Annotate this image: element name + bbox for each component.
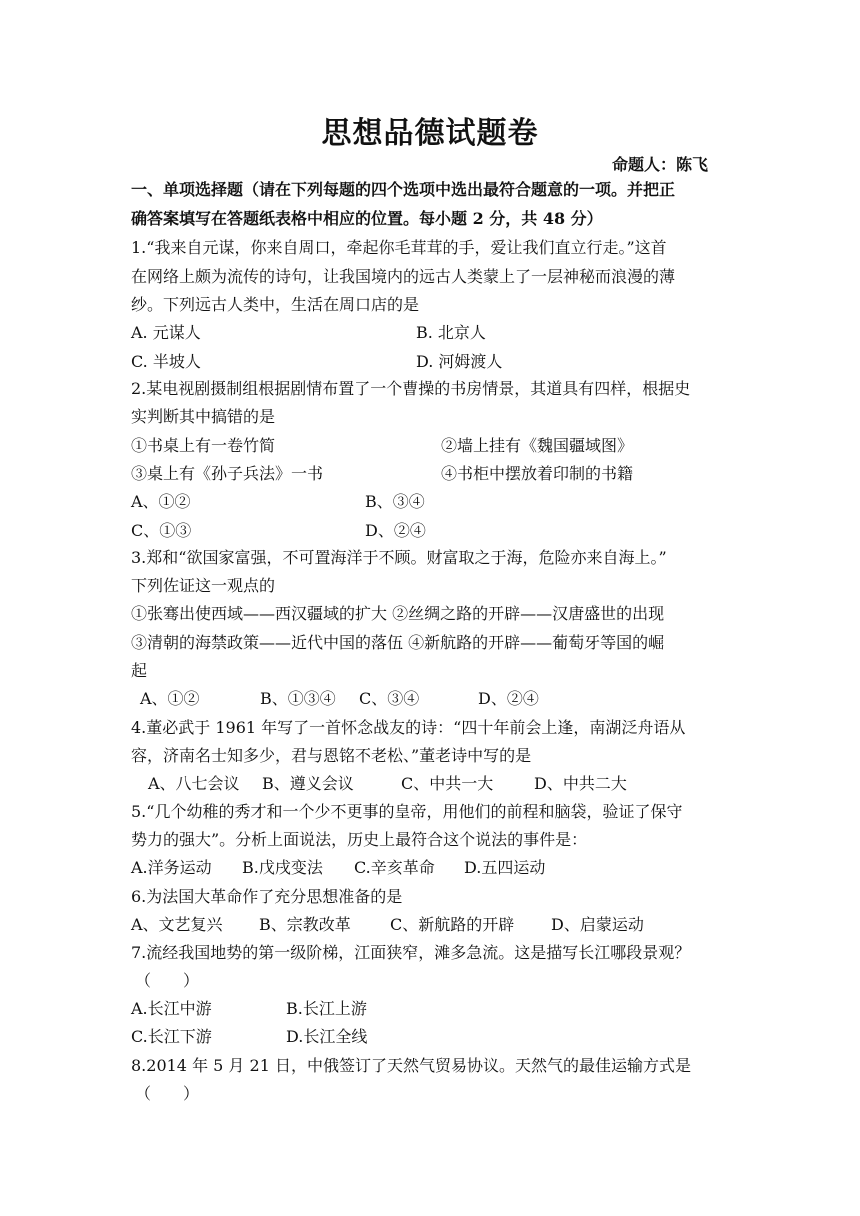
q1-option-a: A. 元谋人 <box>131 323 201 342</box>
q3-items-line3: 起 <box>131 661 148 680</box>
q3-line2: 下列佐证这一观点的 <box>131 576 276 595</box>
q7-line1: 7.流经我国地势的第一级阶梯，江面狭窄，滩多急流。这是描写长江哪段景观？ <box>131 943 691 962</box>
q2-option-d: D、②④ <box>365 521 426 540</box>
q3-option-b: B、①③④ <box>260 689 336 708</box>
q2-option-b: B、③④ <box>365 492 425 511</box>
q4-line1: 4.董必武于 1961 年写了一首怀念战友的诗：“四十年前会上逢，南湖泛舟语从 <box>131 718 686 737</box>
q6-option-a: A、文艺复兴 <box>131 915 223 934</box>
q5-option-c: C.辛亥革命 <box>354 858 435 877</box>
q3-line1: 3.郑和“欲国家富强，不可置海洋于不顾。财富取之于海，危险亦来自海上。” <box>131 548 667 567</box>
q1-option-d: D. 河姆渡人 <box>416 352 503 371</box>
q7-option-a: A.长江中游 <box>131 999 212 1018</box>
q2-item-4: ④书柜中摆放着印制的书籍 <box>441 464 634 483</box>
q2-line2: 实判断其中搞错的是 <box>131 407 276 426</box>
author-line: 命题人：陈飞 <box>612 155 709 174</box>
q2-option-a: A、①② <box>131 492 191 511</box>
q6-line1: 6.为法国大革命作了充分思想准备的是 <box>131 887 403 906</box>
q6-option-d: D、启蒙运动 <box>551 915 644 934</box>
q2-item-1: ①书桌上有一卷竹简 <box>131 436 276 455</box>
q8-line1: 8.2014 年 5 月 21 日，中俄签订了天然气贸易协议。天然气的最佳运输方式是 <box>131 1056 691 1075</box>
q5-option-a: A.洋务运动 <box>131 858 212 877</box>
q7-option-c: C.长江下游 <box>131 1027 212 1046</box>
q3-option-d: D、②④ <box>478 689 539 708</box>
q2-item-3: ③桌上有《孙子兵法》一书 <box>131 464 324 483</box>
q1-line3: 纱。下列远古人类中，生活在周口店的是 <box>131 295 420 314</box>
page-title: 思想品德试题卷 <box>321 116 539 151</box>
q1-line1: 1.“我来自元谋，你来自周口，牵起你毛茸茸的手，爱让我们直立行走。”这首 <box>131 238 667 257</box>
q4-option-d: D、中共二大 <box>534 774 627 793</box>
q6-option-b: B、宗教改革 <box>259 915 351 934</box>
q4-line2: 容，济南名士知多少，君与恩铭不老松、”董老诗中写的是 <box>131 746 532 765</box>
q2-option-c: C、①③ <box>131 521 192 540</box>
q4-option-a: A、八七会议 <box>148 774 240 793</box>
q6-option-c: C、新航路的开辟 <box>390 915 515 934</box>
q8-answer-blank: （ ） <box>135 1084 200 1103</box>
q4-option-c: C、中共一大 <box>401 774 494 793</box>
q4-option-b: B、遵义会议 <box>262 774 354 793</box>
q2-item-2: ②墙上挂有《魏国疆域图》 <box>441 436 634 455</box>
q7-answer-blank: （ ） <box>135 971 200 990</box>
q5-line2: 势力的强大”。分析上面说法，历史上最符合这个说法的事件是： <box>131 830 588 849</box>
q5-option-b: B.戊戌变法 <box>242 858 323 877</box>
q7-option-b: B.长江上游 <box>286 999 367 1018</box>
section-heading-line1: 一、单项选择题（请在下列每题的四个选项中选出最符合题意的一项。并把正 <box>131 180 676 199</box>
q3-option-a: A、①② <box>140 689 200 708</box>
q5-line1: 5.“几个幼稚的秀才和一个少不更事的皇帝，用他们的前程和脑袋，验证了保守 <box>131 802 683 821</box>
q1-option-b: B. 北京人 <box>416 323 486 342</box>
q2-line1: 2.某电视剧摄制组根据剧情布置了一个曹操的书房情景，其道具有四样，根据史 <box>131 379 691 398</box>
q3-option-c: C、③④ <box>359 689 420 708</box>
q1-option-c: C. 半坡人 <box>131 352 201 371</box>
q1-line2: 在网络上颇为流传的诗句，让我国境内的远古人类蒙上了一层神秘而浪漫的薄 <box>131 267 676 286</box>
q3-items-line2: ③清朝的海禁政策——近代中国的落伍 ④新航路的开辟——葡萄牙等国的崛 <box>131 633 665 652</box>
q3-items-line1: ①张骞出使西域——西汉疆域的扩大 ②丝绸之路的开辟——汉唐盛世的出现 <box>131 604 665 623</box>
section-heading-line2: 确答案填写在答题纸表格中相应的位置。每小题 2 分，共 48 分） <box>131 209 603 228</box>
q5-option-d: D.五四运动 <box>464 858 546 877</box>
q7-option-d: D.长江全线 <box>286 1027 368 1046</box>
